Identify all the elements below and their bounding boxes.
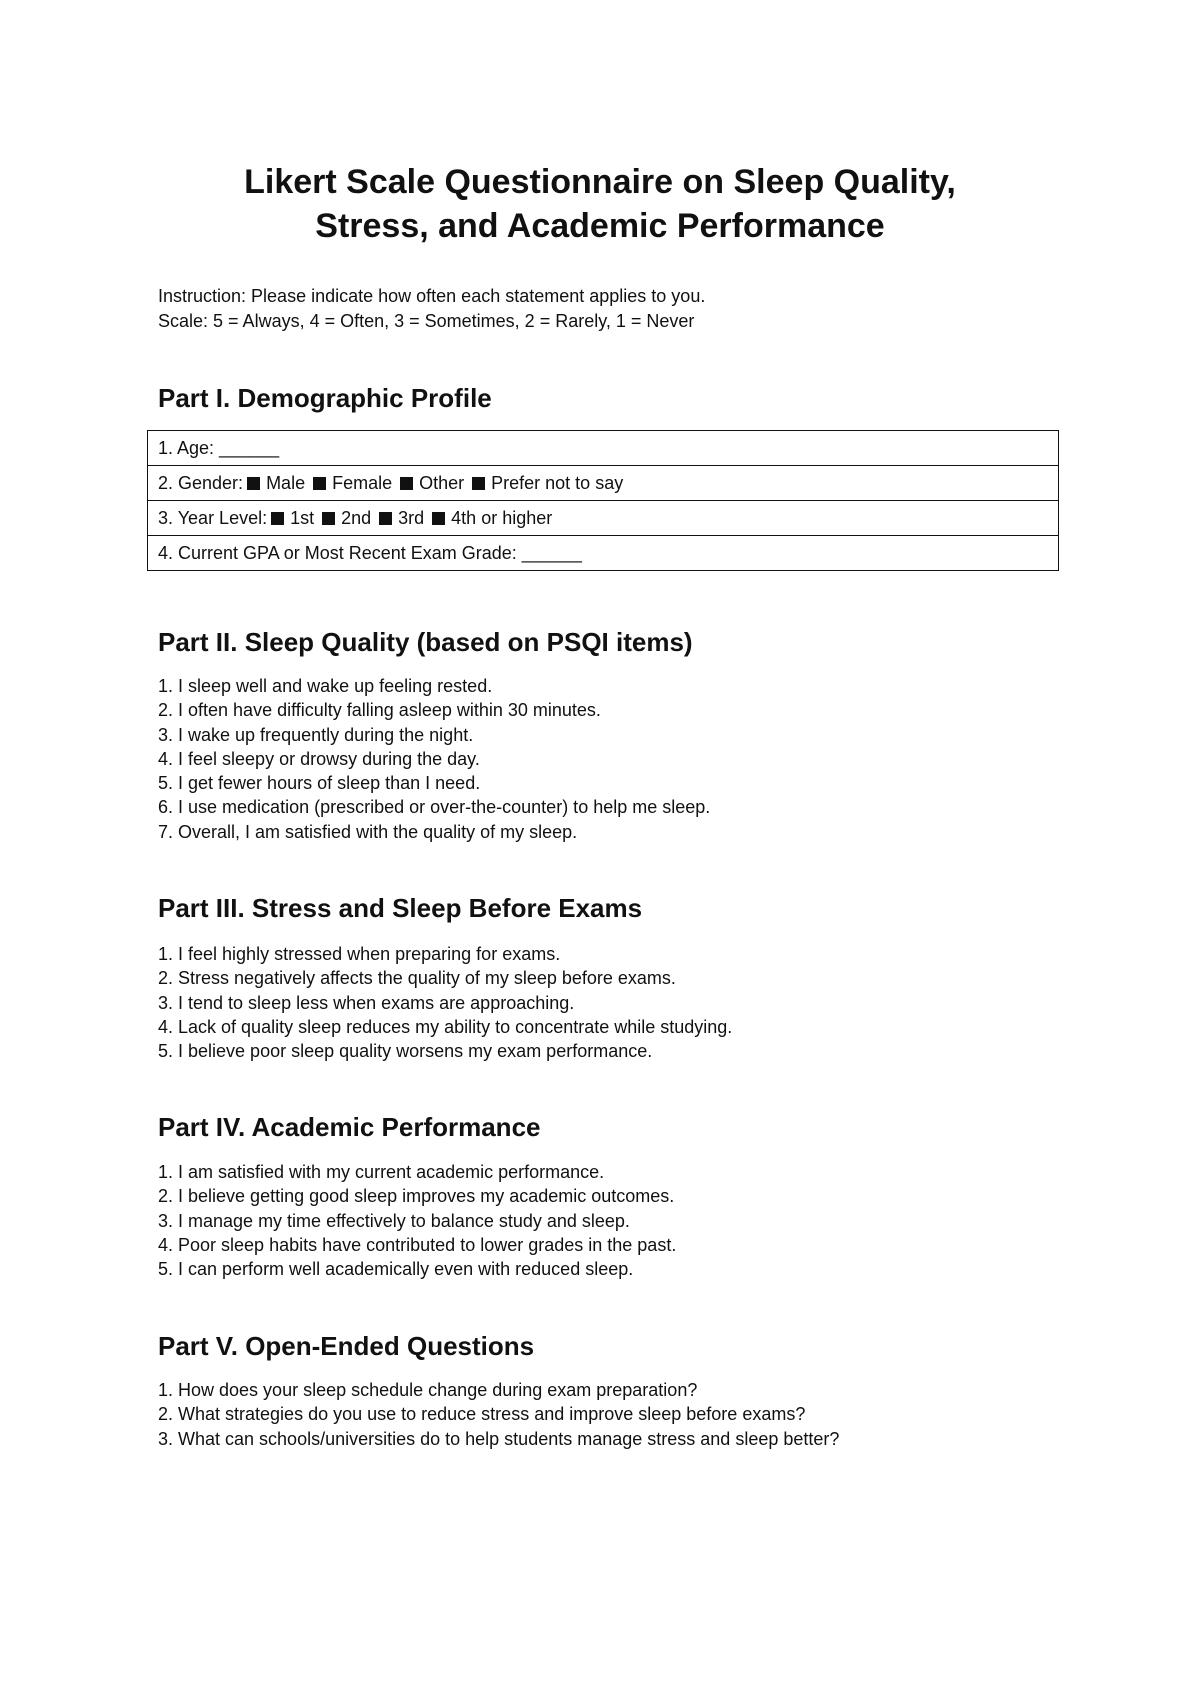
academic-performance-list — [158, 1160, 676, 1281]
title-line-2: Stress, and Academic Performance — [315, 207, 885, 245]
list-item: 2. Stress negatively affects the quality of my sleep before exams. — [158, 968, 676, 989]
option-label: 1st — [290, 507, 315, 528]
checkbox-male[interactable] — [247, 477, 260, 490]
table-row — [148, 536, 1059, 571]
checkbox-3rd[interactable] — [379, 512, 392, 525]
option-label: 2nd — [341, 507, 372, 528]
demographic-table — [147, 430, 1059, 571]
stress-sleep-list — [158, 942, 732, 1063]
age-field[interactable]: 1. Age: ______ — [148, 431, 1059, 466]
list-item: 1. I am satisfied with my current academic performance. — [158, 1162, 605, 1182]
list-item: 3. I wake up frequently during the night. — [158, 724, 474, 745]
checkbox-2nd[interactable] — [322, 512, 335, 525]
part2-heading: Part II. Sleep Quality (based on PSQI items) — [158, 627, 693, 657]
list-item: 1. How does your sleep schedule change during exam preparation? — [158, 1380, 698, 1400]
year-level-field — [148, 501, 1059, 536]
list-item: 1. I sleep well and wake up feeling rested. — [158, 676, 493, 696]
list-item: 2. I believe getting good sleep improves my academic outcomes. — [158, 1186, 675, 1207]
list-item: 4. I feel sleepy or drowsy during the day. — [158, 748, 480, 769]
list-item: 4. Lack of quality sleep reduces my ability to concentrate while studying. — [158, 1016, 733, 1037]
part5-heading: Part V. Open-Ended Questions — [158, 1331, 535, 1361]
list-item: 3. What can schools/universities do to help students manage stress and sleep better? — [158, 1428, 840, 1449]
option-label: 4th or higher — [451, 507, 553, 528]
part1-heading: Part I. Demographic Profile — [158, 383, 492, 413]
table-row — [148, 501, 1059, 536]
list-item: 3. I manage my time effectively to balance study and sleep. — [158, 1210, 630, 1231]
checkbox-other[interactable] — [400, 477, 413, 490]
option-label: Male — [266, 472, 306, 493]
table-row — [148, 431, 1059, 466]
list-item: 2. What strategies do you use to reduce stress and improve sleep before exams? — [158, 1404, 806, 1425]
list-item: 5. I can perform well academically even with reduced sleep. — [158, 1259, 634, 1280]
document-title — [0, 160, 1200, 248]
list-item: 3. I tend to sleep less when exams are approaching. — [158, 992, 575, 1013]
title-line-1: Likert Scale Questionnaire on Sleep Quality, — [244, 163, 956, 201]
option-label: 3rd — [398, 507, 425, 528]
option-label: Prefer not to say — [491, 472, 624, 493]
list-item: 2. I often have difficulty falling asleep within 30 minutes. — [158, 700, 601, 721]
checkbox-female[interactable] — [313, 477, 326, 490]
list-item: 6. I use medication (prescribed or over-the-counter) to help me sleep. — [158, 797, 711, 818]
checkbox-4th-or-higher[interactable] — [432, 512, 445, 525]
instructions-block — [158, 284, 705, 334]
scale-text: Scale: 5 = Always, 4 = Often, 3 = Sometimes, 2 = Rarely, 1 = Never — [158, 311, 695, 331]
part4-heading: Part IV. Academic Performance — [158, 1112, 541, 1142]
open-ended-list — [158, 1378, 839, 1451]
sleep-quality-list — [158, 674, 710, 844]
part3-heading: Part III. Stress and Sleep Before Exams — [158, 893, 643, 923]
list-item: 4. Poor sleep habits have contributed to lower grades in the past. — [158, 1234, 677, 1255]
option-label: Other — [419, 472, 465, 493]
checkbox-prefer-not-to-say[interactable] — [472, 477, 485, 490]
table-row — [148, 466, 1059, 501]
list-item: 1. I feel highly stressed when preparing for exams. — [158, 944, 561, 964]
instruction-text: Instruction: Please indicate how often each statement applies to you. — [158, 286, 706, 306]
list-item: 5. I get fewer hours of sleep than I need. — [158, 773, 481, 794]
list-item: 7. Overall, I am satisfied with the quality of my sleep. — [158, 821, 578, 842]
gpa-field[interactable]: 4. Current GPA or Most Recent Exam Grade: ______ — [148, 536, 1059, 571]
year-level-label: 3. Year Level: — [158, 507, 268, 528]
list-item: 5. I believe poor sleep quality worsens my exam performance. — [158, 1041, 653, 1062]
gender-field — [148, 466, 1059, 501]
checkbox-1st[interactable] — [271, 512, 284, 525]
option-label: Female — [332, 472, 393, 493]
gender-label: 2. Gender: — [158, 472, 244, 493]
